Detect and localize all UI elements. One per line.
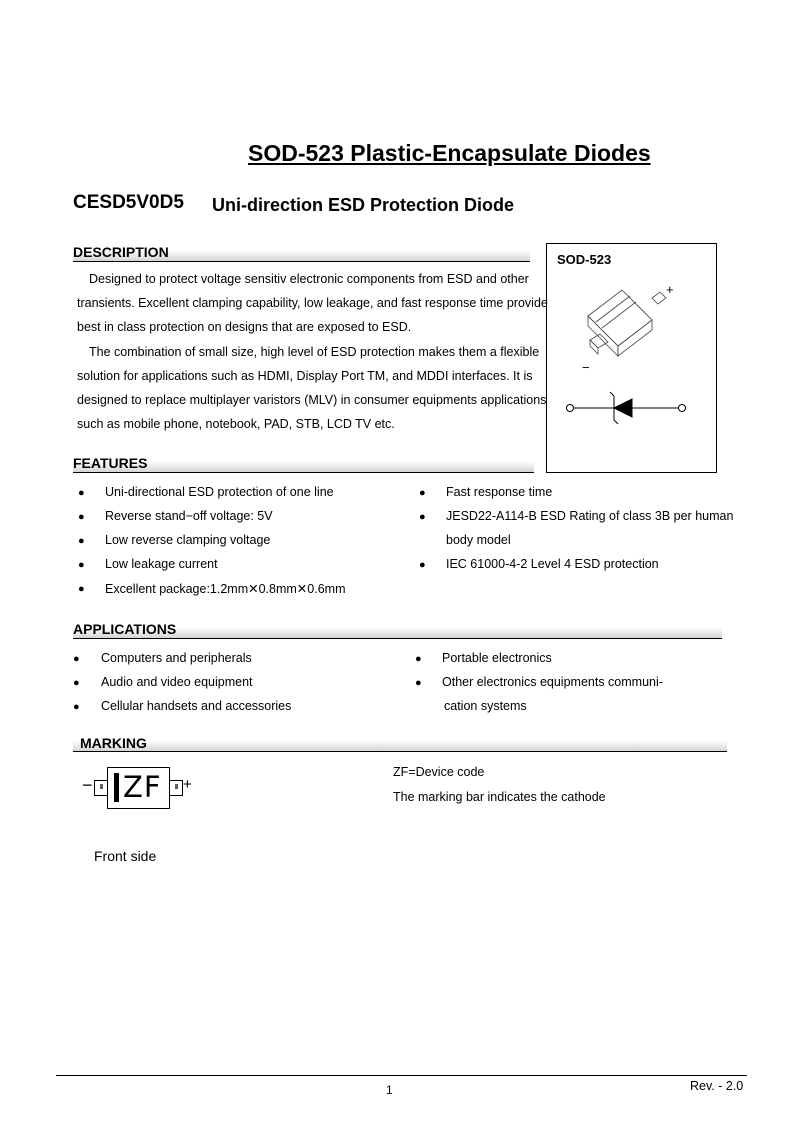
bullet: ●: [415, 653, 422, 665]
bullet: ●: [78, 487, 85, 499]
bullet: ●: [73, 677, 80, 689]
front-side-label: Front side: [94, 848, 157, 864]
feature-item: JESD22-A114-B ESD Rating of class 3B per human: [446, 509, 734, 523]
cathode-note: The marking bar indicates the cathode: [393, 790, 606, 804]
bullet: ●: [78, 583, 85, 595]
feature-item: Uni-directional ESD protection of one line: [105, 485, 334, 499]
sod523-package-icon: [588, 290, 666, 356]
page-number: 1: [386, 1083, 393, 1097]
feature-item: Fast response time: [446, 485, 553, 499]
bullet: ●: [78, 535, 85, 547]
features-heading: FEATURES: [73, 455, 534, 473]
feature-item-continued: body model: [446, 533, 511, 547]
description-line: Designed to protect voltage sensitiv electronic components from ESD and other: [89, 272, 529, 286]
bullet: ●: [419, 511, 426, 523]
diode-symbol-icon: [567, 392, 686, 424]
application-item-continued: cation systems: [444, 699, 527, 713]
bullet: ●: [415, 677, 422, 689]
feature-item: Low leakage current: [105, 557, 218, 571]
bullet: ●: [419, 559, 426, 571]
marking-minus: −: [82, 775, 93, 795]
document-title: SOD-523 Plastic-Encapsulate Diodes: [248, 140, 651, 166]
description-line: designed to replace multiplayer varistors (MLV) in consumer equipments applications: [77, 393, 547, 407]
bullet: ●: [73, 701, 80, 713]
marking-lead-left: III: [94, 780, 108, 796]
marking-heading: MARKING: [73, 735, 727, 752]
package-minus: −: [582, 360, 590, 375]
marking-diagram: [82, 765, 197, 811]
marking-plus: +: [183, 776, 192, 793]
footer-divider: [56, 1075, 747, 1076]
bullet: ●: [78, 559, 85, 571]
application-item: Other electronics equipments communi-: [442, 675, 663, 689]
marking-lead-right: III: [169, 780, 183, 796]
package-plus: +: [666, 282, 674, 297]
revision-label: Rev. - 2.0: [690, 1079, 744, 1093]
marking-body: [107, 767, 170, 809]
description-line: The combination of small size, high level of ESD protection makes them a flexible: [89, 345, 540, 359]
feature-item: Excellent package:1.2mm✕0.8mm✕0.6mm: [105, 582, 346, 596]
application-item: Cellular handsets and accessories: [101, 699, 292, 713]
application-item: Audio and video equipment: [101, 675, 253, 689]
description-heading: DESCRIPTION: [73, 244, 530, 262]
cathode-bar: [114, 773, 119, 802]
description-line: transients. Excellent clamping capability, low leakage, and fast response time provide: [77, 296, 548, 310]
applications-heading: APPLICATIONS: [73, 621, 722, 639]
package-drawing: [560, 278, 710, 458]
description-line: such as mobile phone, notebook, PAD, STB, LCD TV etc.: [77, 417, 395, 431]
bullet: ●: [419, 487, 426, 499]
application-item: Computers and peripherals: [101, 651, 252, 665]
description-line: best in class protection on designs that are exposed to ESD.: [77, 320, 412, 334]
device-code-note: ZF=Device code: [393, 765, 485, 779]
bullet: ●: [73, 653, 80, 665]
feature-item: Low reverse clamping voltage: [105, 533, 271, 547]
marking-code: ZF: [123, 770, 162, 804]
application-item: Portable electronics: [442, 651, 552, 665]
feature-item: IEC 61000-4-2 Level 4 ESD protection: [446, 557, 659, 571]
feature-item: Reverse stand−off voltage: 5V: [105, 509, 273, 523]
part-number: CESD5V0D5: [73, 192, 184, 213]
bullet: ●: [78, 511, 85, 523]
package-label: SOD-523: [557, 252, 612, 267]
document-subtitle: Uni-direction ESD Protection Diode: [212, 195, 515, 215]
description-line: solution for applications such as HDMI, Display Port TM, and MDDI interfaces. It is: [77, 369, 533, 383]
